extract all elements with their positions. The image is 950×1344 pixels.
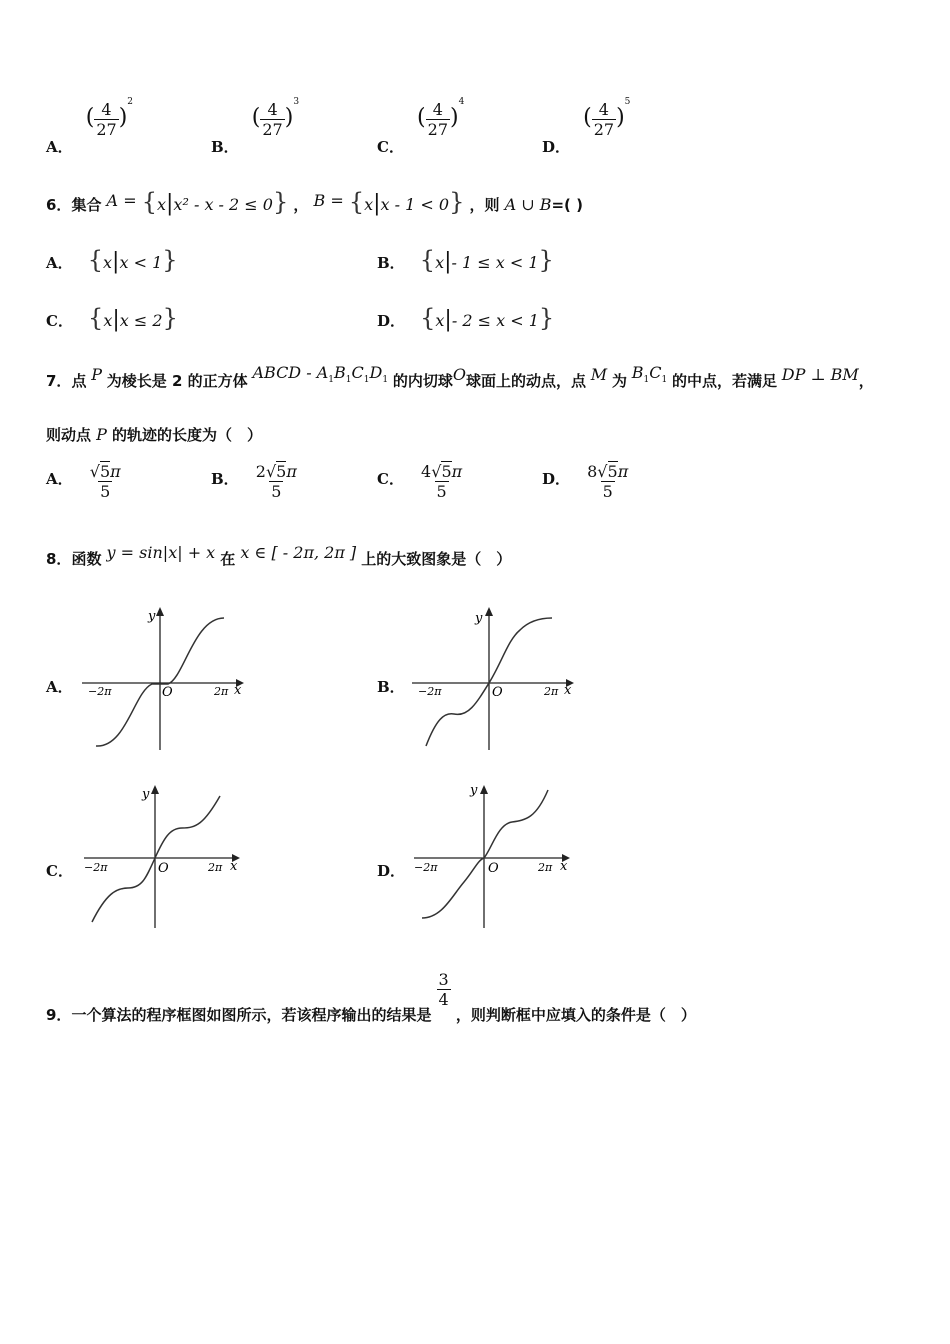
q6-option-d[interactable]: D． {x|- 2 ≤ x < 1} <box>377 304 555 332</box>
q6-stem: 6．集合 A = {x|x² - x - 2 ≤ 0} ， B = {x|x - 1 < 0} ，则 A ∪ B=( ) <box>46 188 583 216</box>
pos-tick-label: 2π <box>544 685 559 698</box>
q5-option-b[interactable]: B． ( $\frac{4}{27}$ )$^3$ <box>211 96 300 156</box>
q7-option-a[interactable] <box>46 462 123 501</box>
option-label: B． <box>211 138 239 156</box>
q5-option-a[interactable]: A． ( $\frac{4}{27}$ )$^2$ <box>46 96 134 156</box>
q8-graph-d[interactable] <box>402 778 582 933</box>
y-label: y <box>142 787 150 802</box>
q5-option-d[interactable]: D． ( $\frac{4}{27}$ )$^5$ <box>542 96 631 156</box>
x-label: x <box>234 683 242 698</box>
q7-option-b[interactable] <box>211 462 299 501</box>
q5-option-c[interactable]: C． ( $\frac{4}{27}$ )$^4$ <box>377 96 465 156</box>
origin-label: O <box>492 685 503 700</box>
y-label: y <box>470 783 478 798</box>
q7-option-d[interactable] <box>542 462 630 501</box>
fraction: $\frac{4}{27}$ <box>593 100 615 139</box>
q7-stem-line1: 7．点 P 为棱长是 2 的正方体 ABCD - $A_1B_1C_1D_1$ 的内切球O球面上的动点，点 M 为 $B_1C_1$ 的中点，若满足 DP ⊥ BM， <box>46 363 874 390</box>
neg-tick-label: −2π <box>84 861 108 874</box>
q8-stem: 8．函数 y = sin|x| + x 在 x ∈ [ - 2π, 2π ] 上的大致图象是（ ） <box>46 543 512 568</box>
fraction: $\frac{8√5\pi}{5}$ <box>587 462 629 501</box>
y-axis-arrow-icon <box>485 607 493 616</box>
option-label: A． <box>46 470 73 488</box>
neg-tick-label: −2π <box>418 685 442 698</box>
pos-tick-label: 2π <box>214 685 229 698</box>
q7-stem-line2: 则动点 P 的轨迹的长度为（ ） <box>46 425 262 444</box>
q7-option-c[interactable] <box>377 462 464 501</box>
option-label: A． <box>46 254 73 272</box>
x-label: x <box>560 859 568 874</box>
option-label: B． <box>211 470 239 488</box>
q8-option-b-label[interactable]: B． <box>377 678 405 696</box>
y-label: y <box>148 609 156 624</box>
fraction: $\frac{4}{27}$ <box>427 100 448 139</box>
origin-label: O <box>158 861 169 876</box>
q8-option-c-label[interactable]: C． <box>46 862 73 880</box>
option-label: D． <box>542 138 571 156</box>
fraction: $\frac{4}{27}$ <box>96 100 117 139</box>
pos-tick-label: 2π <box>538 861 553 874</box>
option-label: C． <box>377 470 404 488</box>
option-label: A． <box>46 138 73 156</box>
pos-tick-label: 2π <box>208 861 223 874</box>
fraction: $\frac{4}{27}$ <box>262 100 283 139</box>
q8-option-d-label[interactable]: D． <box>377 862 406 880</box>
fraction: $\frac{2√5\pi}{5}$ <box>255 462 297 501</box>
x-label: x <box>564 683 572 698</box>
function-curve <box>92 796 220 922</box>
q9-stem: 9．一个算法的程序框图如图所示，若该程序输出的结果是 $\frac{3}{4}$ ，则判断框中应填入的条件是（ ） <box>46 970 696 1024</box>
fraction: $\frac{4√5\pi}{5}$ <box>421 462 463 501</box>
q8-graph-c[interactable] <box>72 778 252 933</box>
q6-option-c[interactable]: C． {x|x ≤ 2} <box>46 304 178 332</box>
fraction: $\frac{√5\pi}{5}$ <box>89 462 121 501</box>
q8-graph-a[interactable] <box>72 600 252 760</box>
q8-graph-b[interactable] <box>402 600 582 760</box>
origin-label: O <box>488 861 499 876</box>
option-label: D． <box>377 312 406 330</box>
origin-label: O <box>162 685 173 700</box>
neg-tick-label: −2π <box>414 861 438 874</box>
q6-option-a[interactable]: A． {x|x < 1} <box>46 246 178 274</box>
fraction: $\frac{3}{4}$ <box>438 970 449 1009</box>
option-label: D． <box>542 470 571 488</box>
neg-tick-label: −2π <box>88 685 112 698</box>
y-axis-arrow-icon <box>156 607 164 616</box>
option-label: C． <box>377 138 404 156</box>
x-label: x <box>230 859 238 874</box>
y-axis-arrow-icon <box>151 785 159 794</box>
function-curve <box>422 790 548 918</box>
option-label: C． <box>46 312 73 330</box>
y-axis-arrow-icon <box>480 785 488 794</box>
q6-option-b[interactable]: B． {x|- 1 ≤ x < 1} <box>377 246 554 274</box>
q8-option-a-label[interactable]: A． <box>46 678 73 696</box>
y-label: y <box>475 611 483 626</box>
option-label: B． <box>377 254 405 272</box>
